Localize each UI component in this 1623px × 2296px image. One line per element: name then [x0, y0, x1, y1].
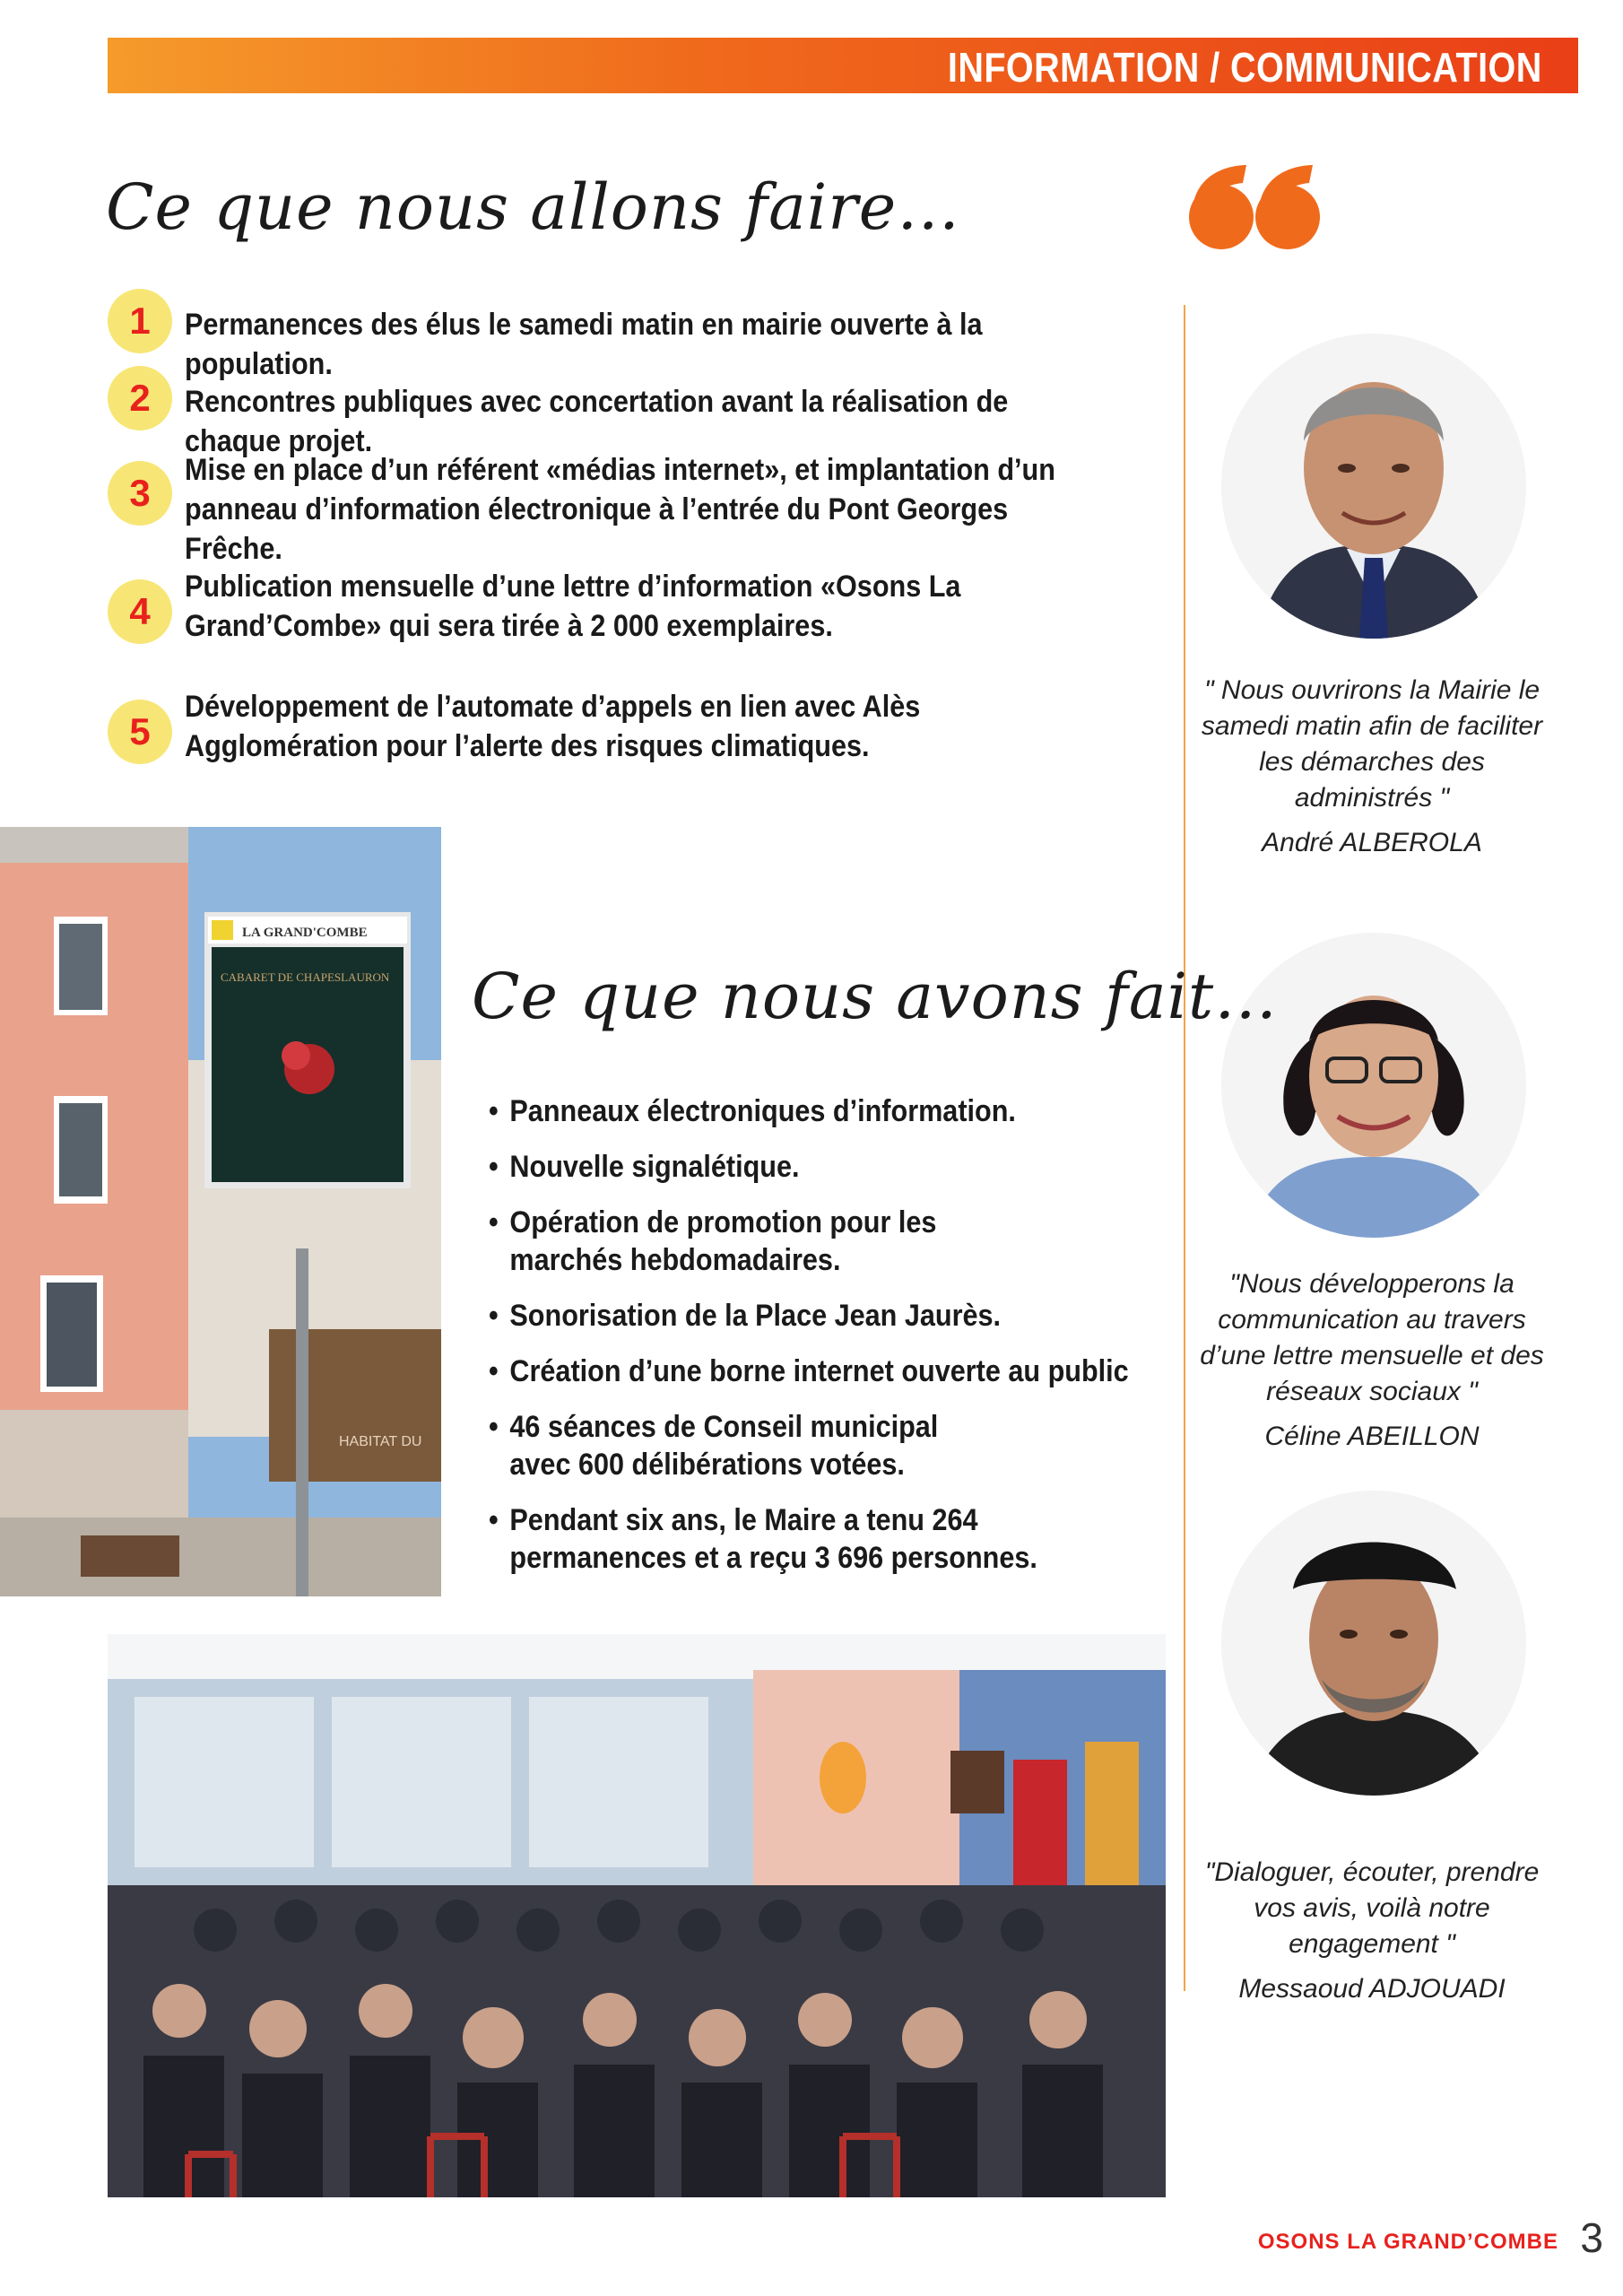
- footer-brand: OSONS LA GRAND’COMBE: [1257, 2230, 1558, 2254]
- quote-text: " Nous ouvrirons la Mairie le samedi matin afin de faciliter les démarches des administrés ": [1201, 675, 1543, 813]
- plan-item: [108, 453, 1184, 566]
- done-item: [489, 1092, 1102, 1130]
- bullet-icon: •: [489, 1150, 499, 1184]
- portrait-man-beret-image: [1221, 1491, 1526, 1796]
- street-sign-photo: [0, 827, 441, 1596]
- done-item: [489, 1148, 1102, 1186]
- poster-title-text: CABARET DE CHAPESLAURON: [221, 970, 390, 984]
- meeting-room-photo: [108, 1634, 1166, 2197]
- done-item: [489, 1501, 1054, 1577]
- plan-item: [108, 292, 1184, 381]
- done-item-text: Panneaux électroniques d’information.: [509, 1094, 1016, 1128]
- plan-text: Rencontres publiques avec concertation avant la réalisation de chaque projet.: [185, 385, 1009, 458]
- town-name-text: LA GRAND'COMBE: [242, 926, 368, 940]
- section-header-band: [108, 38, 1578, 93]
- plan-text: Mise en place d’un référent «médias internet», et implantation d’un panneau d’information électronique à l’entrée du Pont Georges Frêche.: [185, 453, 1055, 566]
- bullet-icon: •: [489, 1354, 499, 1388]
- quote-author: Messaoud ADJOUADI: [1238, 1974, 1506, 2004]
- quote-author: Céline ABEILLON: [1264, 1422, 1480, 1451]
- plan-number: 1: [108, 289, 172, 353]
- building-text: HABITAT DU: [339, 1434, 422, 1449]
- page-number: 3: [1580, 2214, 1603, 2261]
- photo-public-meeting: [108, 1634, 1166, 2197]
- bullet-icon: •: [489, 1410, 499, 1444]
- section-title: INFORMATION / COMMUNICATION: [948, 44, 1542, 91]
- done-item: [489, 1204, 1037, 1279]
- done-item-text: Opération de promotion pour les marchés hebdomadaires.: [509, 1205, 937, 1277]
- done-item-text: Création d’une borne internet ouverte au public: [509, 1354, 1129, 1388]
- quote-messaoud-adjouadi: [1193, 1855, 1551, 2007]
- done-item: [489, 1352, 1134, 1390]
- plans-title: Ce que nous allons faire…: [106, 170, 961, 244]
- done-item-text: Sonorisation de la Place Jean Jaurès.: [509, 1299, 1002, 1333]
- plan-text: Développement de l’automate d’appels en lien avec Alès Agglomération pour l’alerte des risques climatiques.: [185, 690, 921, 763]
- portrait-man-image: [1221, 334, 1526, 639]
- quote-text: "Dialoguer, écouter, prendre vos avis, voilà notre engagement ": [1204, 1857, 1540, 1959]
- plan-item: [108, 570, 1184, 660]
- bullet-icon: •: [489, 1299, 499, 1333]
- done-title: Ce que nous avons fait…: [472, 960, 1279, 1033]
- plan-number: 2: [108, 366, 172, 430]
- done-item: [489, 1408, 941, 1483]
- plan-number: 3: [108, 461, 172, 526]
- portrait-messaoud-adjouadi: [1221, 1491, 1526, 1796]
- done-item-text: Pendant six ans, le Maire a tenu 264 permanences et a reçu 3 696 personnes.: [509, 1503, 1037, 1575]
- plan-text: Permanences des élus le samedi matin en mairie ouverte à la population.: [185, 308, 983, 381]
- quote-author: André ALBEROLA: [1262, 828, 1482, 857]
- done-item-text: Nouvelle signalétique.: [509, 1150, 800, 1184]
- plan-number: 4: [108, 579, 172, 644]
- plan-item: [108, 370, 1184, 458]
- bullet-icon: •: [489, 1503, 499, 1537]
- done-item-text: 46 séances de Conseil municipal avec 600 délibérations votées.: [509, 1410, 939, 1482]
- quote-text: "Nous développerons la communication au travers d’une lettre mensuelle et des réseaux sociaux ": [1200, 1269, 1544, 1406]
- plan-item: [108, 690, 1184, 780]
- portrait-andre-alberola: [1221, 334, 1526, 639]
- plan-number: 5: [108, 700, 172, 764]
- quotation-mark-icon: [1184, 161, 1327, 260]
- bullet-icon: •: [489, 1094, 499, 1128]
- done-item: [489, 1297, 1102, 1335]
- column-divider: [1184, 305, 1185, 1991]
- photo-electronic-sign: [0, 827, 441, 1596]
- plan-text: Publication mensuelle d’une lettre d’information «Osons La Grand’Combe» qui sera tirée à 2 000 exemplaires.: [185, 570, 961, 643]
- bullet-icon: •: [489, 1205, 499, 1239]
- quote-celine-abeillon: [1193, 1266, 1551, 1455]
- quote-andre-alberola: [1193, 673, 1551, 861]
